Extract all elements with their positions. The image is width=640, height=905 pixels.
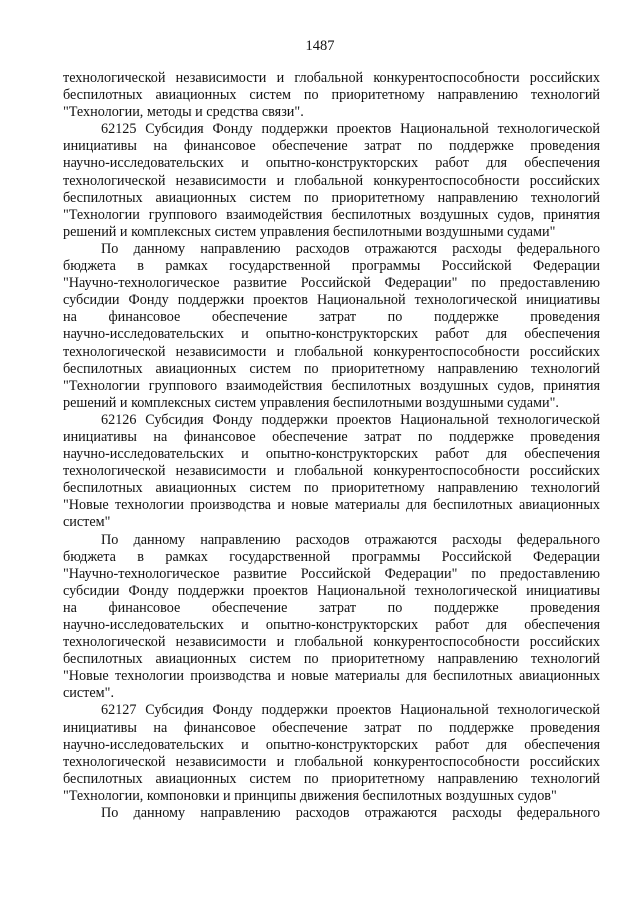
text-line: научно-исследовательских и опытно-конструкторских работ для обеспечения xyxy=(63,326,600,343)
text-line: технологической независимости и глобальной конкурентоспособности российских xyxy=(63,463,600,480)
text-line: на финансовое обеспечение затрат по поддержке проведения xyxy=(63,599,600,616)
page-number: 1487 xyxy=(305,38,335,54)
text-line: технологической независимости и глобальной конкурентоспособности российских xyxy=(63,70,600,86)
text-line: 62126 Субсидия Фонду поддержки проектов Национальной технологической xyxy=(101,411,600,428)
text-line: научно-исследовательских и опытно-конструкторских работ для обеспечения xyxy=(63,155,600,172)
text-line: научно-исследовательских и опытно-конструкторских работ для обеспечения xyxy=(63,736,600,753)
text-line: научно-исследовательских и опытно-конструкторских работ для обеспечения xyxy=(63,446,600,463)
text-line: инициативы на финансовое обеспечение затрат по поддержке проведения xyxy=(63,428,600,445)
text-line: беспилотных авиационных систем по приоритетному направлению технологий xyxy=(63,360,600,377)
text-line: технологической независимости и глобальной конкурентоспособности российских xyxy=(63,634,600,651)
text-line: научно-исследовательских и опытно-конструкторских работ для обеспечения xyxy=(63,617,600,633)
text-line: "Научно-технологическое развитие Российской Федерации" по предоставлению xyxy=(63,565,600,582)
text-line: "Технологии, компоновки и принципы движения беспилотных воздушных судов" xyxy=(63,787,557,804)
text-line: "Технологии группового взаимодействия беспилотных воздушных судов, принятия xyxy=(63,377,600,394)
text-line: бюджета в рамках государственной программы Российской Федерации xyxy=(63,548,600,565)
text-line: 62125 Субсидия Фонду поддержки проектов Национальной технологической xyxy=(101,121,600,138)
paragraph xyxy=(63,412,600,532)
text-line: беспилотных авиационных систем по приоритетному направлению технологий xyxy=(63,189,600,206)
text-line: "Новые технологии производства и новые материалы для беспилотных авиационных xyxy=(63,497,600,514)
paragraph xyxy=(63,241,600,412)
text-line: "Технологии группового взаимодействия беспилотных воздушных судов, принятия xyxy=(63,206,600,223)
text-line: технологической независимости и глобальной конкурентоспособности российских xyxy=(63,753,600,770)
text-line: По данному направлению расходов отражаются расходы федерального xyxy=(101,805,600,822)
paragraph xyxy=(63,121,600,241)
paragraph xyxy=(63,70,600,121)
text-line: технологической независимости и глобальной конкурентоспособности российских xyxy=(63,343,600,360)
text-line: на финансовое обеспечение затрат по поддержке проведения xyxy=(63,309,600,326)
paragraph xyxy=(63,532,600,703)
text-line: бюджета в рамках государственной программы Российской Федерации xyxy=(63,258,600,275)
text-line: субсидии Фонду поддержки проектов Национальной технологической инициативы xyxy=(63,292,600,309)
text-line: технологической независимости и глобальной конкурентоспособности российских xyxy=(63,172,600,189)
paragraph xyxy=(63,805,600,822)
text-line: беспилотных авиационных систем по приоритетному направлению технологий xyxy=(63,770,600,787)
text-line: По данному направлению расходов отражаются расходы федерального xyxy=(101,240,600,257)
text-line: решений и комплексных систем управления беспилотными воздушными судами". xyxy=(63,394,559,411)
text-line: субсидии Фонду поддержки проектов Национальной технологической инициативы xyxy=(63,582,600,599)
text-line: "Новые технологии производства и новые материалы для беспилотных авиационных xyxy=(63,668,600,685)
text-line: По данному направлению расходов отражаются расходы федерального xyxy=(101,531,600,548)
text-line: 62127 Субсидия Фонду поддержки проектов Национальной технологической xyxy=(101,702,600,719)
text-line: "Технологии, методы и средства связи". xyxy=(63,104,304,121)
text-line: систем" xyxy=(63,514,111,531)
text-line: решений и комплексных систем управления беспилотными воздушными судами" xyxy=(63,223,556,240)
text-line: беспилотных авиационных систем по приоритетному направлению технологий xyxy=(63,651,600,668)
text-line: беспилотных авиационных систем по приоритетному направлению технологий xyxy=(63,87,600,104)
paragraph xyxy=(63,702,600,805)
text-line: систем". xyxy=(63,685,115,702)
text-line: инициативы на финансовое обеспечение затрат по поддержке проведения xyxy=(63,138,600,155)
text-line: беспилотных авиационных систем по приоритетному направлению технологий xyxy=(63,480,600,497)
text-line: инициативы на финансовое обеспечение затрат по поддержке проведения xyxy=(63,719,600,736)
document-body xyxy=(63,70,600,822)
text-line: "Научно-технологическое развитие Российской Федерации" по предоставлению xyxy=(63,275,600,292)
